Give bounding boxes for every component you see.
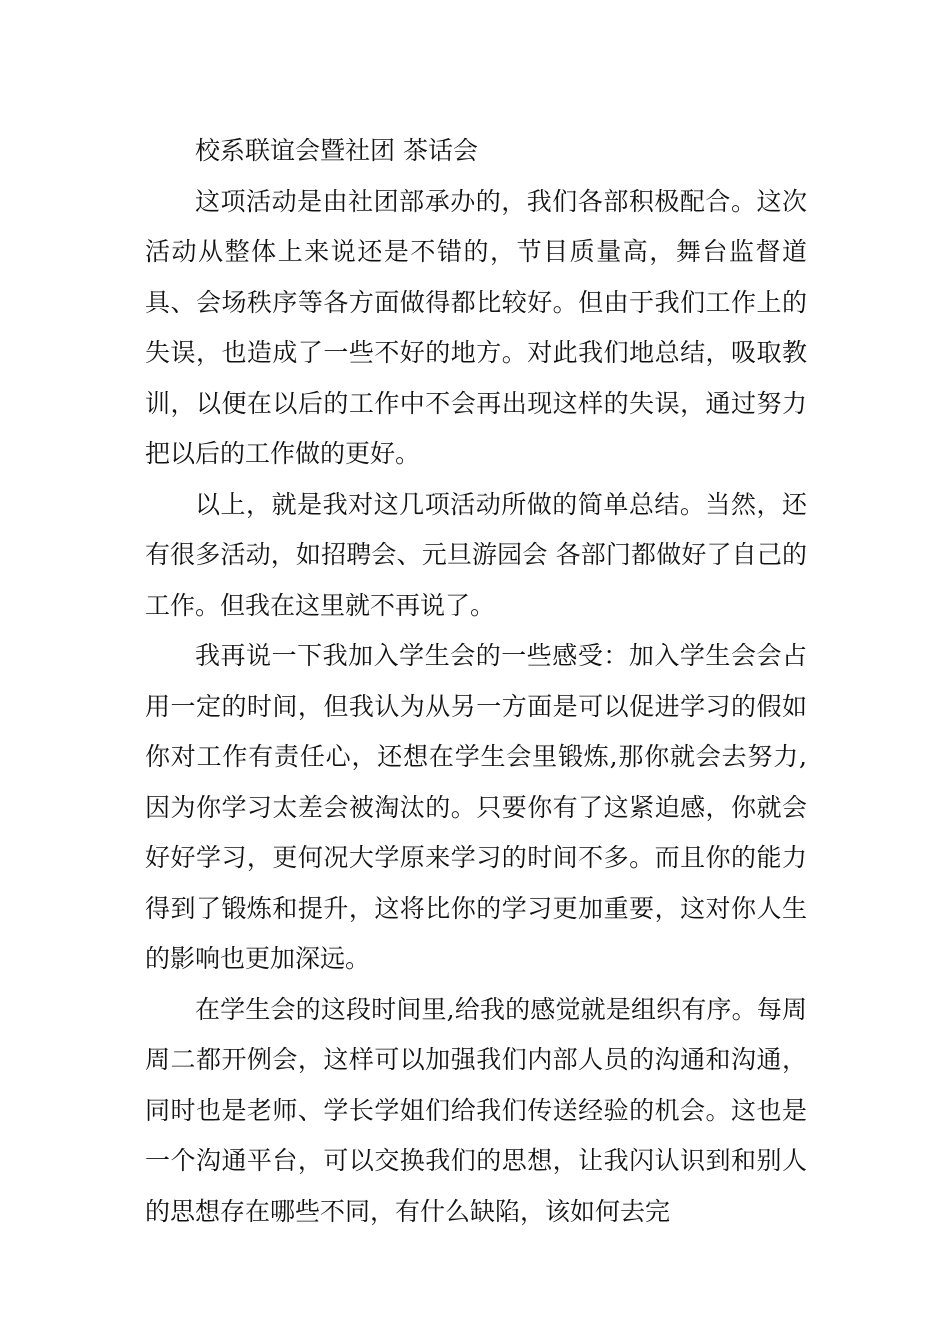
paragraph-3: 我再说一下我加入学生会的一些感受：加入学生会会占用一定的时间，但我认为从另一方面是可以促进学习的假如你对工作有责任心，还想在学生会里锻炼,那你就会去努力,因为你学习太差会被淘汰的。只要你有了这紧迫感，你就会好好学习，更何况大学原来学习的时间不多。而且你的能力得到了锻炼和提升，这将比你的学习更加重要，这对你人生的影响也更加深远。 [145,641,807,973]
paragraph-4: 在学生会的这段时间里,给我的感觉就是组织有序。每周周二都开例会，这样可以加强我们内部人员的沟通和沟通，同时也是老师、学长学姐们给我们传送经验的机会。这也是一个沟通平台，可以交换我们的思想，让我闪认识到和别人的思想存在哪些不同，有什么缺陷，该如何去完 [145,994,807,1226]
paragraph-2: 以上，就是我对这几项活动所做的简单总结。当然，还有很多活动，如招聘会、元旦游园会 各部门都做好了自己的工作。但我在这里就不再说了。 [145,489,807,620]
section-heading: 校系联谊会暨社团 茶话会 [195,136,478,165]
paragraph-1: 这项活动是由社团部承办的，我们各部积极配合。这次活动从整体上来说还是不错的，节目质量高，舞台监督道具、会场秩序等各方面做得都比较好。但由于我们工作上的失误，也造成了一些不好的地方。对此我们地总结，吸取教训，以便在以后的工作中不会再出现这样的失误，通过努力把以后的工作做的更好。 [145,186,807,468]
document-body [145,126,807,1237]
